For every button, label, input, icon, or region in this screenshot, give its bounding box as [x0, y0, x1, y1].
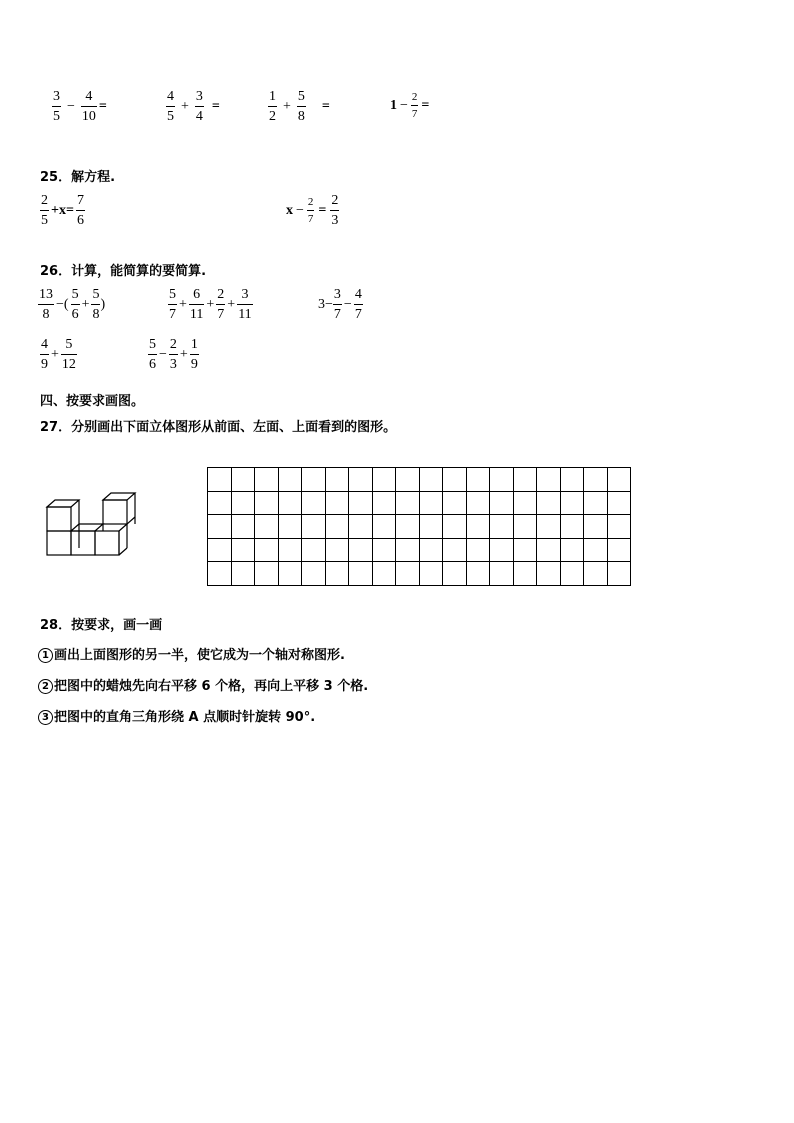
grid-cell[interactable] — [537, 562, 561, 586]
grid-cell[interactable] — [560, 538, 584, 562]
fraction: $\frac{2}{7}$ — [217, 287, 225, 322]
equation-25-1: $\frac{2}{5}$ +x= $\frac{7}{6}$ — [41, 193, 84, 228]
equation-25-2: x − $\frac{2}{7}$ = $\frac{2}{3}$ — [286, 193, 339, 228]
grid-cell[interactable] — [372, 515, 396, 539]
grid-cell[interactable] — [419, 562, 443, 586]
grid-cell[interactable] — [278, 562, 302, 586]
grid-cell[interactable] — [208, 562, 232, 586]
grid-cell[interactable] — [443, 468, 467, 492]
fraction: $\frac{2}{5}$ — [41, 193, 48, 228]
grid-cell[interactable] — [513, 491, 537, 515]
fraction: $\frac{2}{3}$ — [169, 337, 177, 372]
grid-cell[interactable] — [513, 468, 537, 492]
expr-24-4: 1 − $\frac{2}{7}$ = — [390, 91, 430, 120]
grid-cell[interactable] — [396, 468, 420, 492]
grid-cell[interactable] — [419, 538, 443, 562]
question-27-title: 27．分别画出下面立体图形从前面、左面、上面看到的图形。 — [40, 420, 397, 435]
fraction: $\frac{5}{8}$ — [297, 89, 305, 124]
grid-cell[interactable] — [302, 562, 326, 586]
fraction: $\frac{4}{10}$ — [81, 89, 96, 124]
grid-cell[interactable] — [490, 538, 514, 562]
grid-cell[interactable] — [255, 468, 279, 492]
grid-cell[interactable] — [208, 491, 232, 515]
grid-cell[interactable] — [396, 538, 420, 562]
grid-cell[interactable] — [419, 491, 443, 515]
grid-cell[interactable] — [231, 491, 255, 515]
q28-item-1: 1 画出上面图形的另一半，使它成为一个轴对称图形. — [38, 644, 345, 663]
grid-cell[interactable] — [255, 491, 279, 515]
grid-cell[interactable] — [443, 515, 467, 539]
fraction: $\frac{6}{11}$ — [189, 287, 204, 322]
question-28-title: 28．按要求，画一画 — [40, 618, 163, 633]
grid-cell[interactable] — [231, 538, 255, 562]
grid-cell[interactable] — [372, 562, 396, 586]
expr-26-3: 3− $\frac{3}{7}$ − $\frac{4}{7}$ — [318, 287, 362, 322]
grid-cell[interactable] — [607, 468, 631, 492]
drawing-grid[interactable] — [207, 467, 631, 586]
grid-cell[interactable] — [231, 515, 255, 539]
fraction: $\frac{7}{6}$ — [76, 193, 84, 228]
circled-number-icon: 2 — [38, 679, 53, 694]
grid-cell[interactable] — [584, 515, 608, 539]
fraction: $\frac{5}{12}$ — [61, 337, 76, 372]
grid-cell[interactable] — [513, 515, 537, 539]
fraction: $\frac{2}{7}$ — [307, 196, 314, 225]
circled-number-icon: 1 — [38, 648, 53, 663]
grid-cell[interactable] — [278, 538, 302, 562]
fraction: $\frac{5}{6}$ — [149, 337, 156, 372]
grid-cell[interactable] — [490, 468, 514, 492]
grid-cell[interactable] — [466, 562, 490, 586]
grid-cell[interactable] — [607, 562, 631, 586]
q28-item-3: 3 把图中的直角三角形绕 A 点顺时针旋转 90°. — [38, 706, 315, 725]
grid-cell[interactable] — [255, 515, 279, 539]
grid-cell[interactable] — [208, 538, 232, 562]
grid-cell[interactable] — [419, 515, 443, 539]
grid-cell[interactable] — [607, 515, 631, 539]
grid-cell[interactable] — [607, 538, 631, 562]
fraction: $\frac{13}{8}$ — [39, 287, 53, 322]
q28-item-2: 2 把图中的蜡烛先向右平移 6 个格，再向上平移 3 个格. — [38, 675, 368, 694]
fraction: $\frac{5}{6}$ — [71, 287, 79, 322]
grid-cell[interactable] — [419, 468, 443, 492]
fraction: $\frac{4}{7}$ — [354, 287, 362, 322]
fraction: $\frac{2}{7}$ — [411, 91, 418, 120]
grid-cell[interactable] — [466, 491, 490, 515]
grid-cell[interactable] — [443, 562, 467, 586]
grid-cell[interactable] — [372, 468, 396, 492]
grid-cell[interactable] — [349, 491, 373, 515]
grid-cell[interactable] — [513, 562, 537, 586]
grid-cell[interactable] — [325, 562, 349, 586]
grid-cell[interactable] — [325, 491, 349, 515]
expr-24-3: $\frac{1}{2}$ + $\frac{5}{8}$ = — [269, 89, 330, 124]
grid-cell[interactable] — [349, 468, 373, 492]
fraction: $\frac{3}{7}$ — [333, 287, 341, 322]
grid-cell[interactable] — [349, 515, 373, 539]
grid-cell[interactable] — [443, 491, 467, 515]
fraction: $\frac{4}{9}$ — [41, 337, 48, 372]
grid-cell[interactable] — [208, 515, 232, 539]
grid-cell[interactable] — [443, 538, 467, 562]
grid-cell[interactable] — [325, 468, 349, 492]
fraction: $\frac{1}{9}$ — [190, 337, 198, 372]
grid-cell[interactable] — [537, 515, 561, 539]
grid-cell[interactable] — [255, 562, 279, 586]
grid-cell[interactable] — [537, 491, 561, 515]
grid-cell[interactable] — [584, 562, 608, 586]
grid-cell[interactable] — [349, 562, 373, 586]
fraction: $\frac{5}{8}$ — [92, 287, 100, 322]
grid-cell[interactable] — [584, 538, 608, 562]
grid-cell[interactable] — [466, 468, 490, 492]
fraction: $\frac{2}{3}$ — [331, 193, 339, 228]
grid-cell[interactable] — [490, 491, 514, 515]
grid-cell[interactable] — [560, 515, 584, 539]
grid-cell[interactable] — [325, 538, 349, 562]
grid-cell[interactable] — [302, 491, 326, 515]
question-26-title: 26．计算，能简算的要简算. — [40, 264, 207, 279]
grid-cell[interactable] — [560, 491, 584, 515]
circled-number-icon: 3 — [38, 710, 53, 725]
grid-cell[interactable] — [302, 515, 326, 539]
grid-cell[interactable] — [208, 468, 232, 492]
grid-cell[interactable] — [325, 515, 349, 539]
grid-cell[interactable] — [396, 491, 420, 515]
grid-cell[interactable] — [537, 468, 561, 492]
grid-cell[interactable] — [278, 515, 302, 539]
fraction: $\frac{3}{5}$ — [53, 89, 60, 124]
grid-cell[interactable] — [231, 468, 255, 492]
expr-24-1: $\frac{3}{5}$ − $\frac{4}{10}$ = — [53, 89, 107, 124]
grid-cell[interactable] — [302, 468, 326, 492]
grid-cell[interactable] — [466, 515, 490, 539]
grid-cell[interactable] — [560, 468, 584, 492]
grid-cell[interactable] — [537, 538, 561, 562]
grid-cell[interactable] — [255, 538, 279, 562]
expr-26-1: $\frac{13}{8}$ −( $\frac{5}{6}$ + $\frac{5}{8}$ ) — [39, 287, 106, 322]
cube-figure — [44, 488, 140, 560]
grid-cell[interactable] — [278, 468, 302, 492]
grid-cell[interactable] — [490, 515, 514, 539]
fraction: $\frac{5}{7}$ — [169, 287, 176, 322]
grid-cell[interactable] — [349, 538, 373, 562]
fraction: $\frac{1}{2}$ — [269, 89, 276, 124]
grid-cell[interactable] — [513, 538, 537, 562]
grid-cell[interactable] — [560, 562, 584, 586]
section-4-title: 四、按要求画图。 — [40, 394, 145, 409]
grid-cell[interactable] — [231, 562, 255, 586]
grid-cell[interactable] — [466, 538, 490, 562]
grid-cell[interactable] — [372, 538, 396, 562]
expr-26-2: $\frac{5}{7}$ + $\frac{6}{11}$ + $\frac{2}{7}$ + $\frac{3}{11}$ — [169, 287, 252, 322]
grid-cell[interactable] — [302, 538, 326, 562]
grid-cell[interactable] — [372, 491, 396, 515]
grid-cell[interactable] — [490, 562, 514, 586]
grid-cell[interactable] — [584, 468, 608, 492]
grid-cell[interactable] — [584, 491, 608, 515]
grid-cell[interactable] — [278, 491, 302, 515]
grid-cell[interactable] — [607, 491, 631, 515]
expr-24-2: $\frac{4}{5}$ + $\frac{3}{4}$ = — [167, 89, 220, 124]
fraction: $\frac{3}{4}$ — [195, 89, 203, 124]
question-25-title: 25．解方程. — [40, 170, 116, 185]
fraction: $\frac{3}{11}$ — [238, 287, 252, 322]
expr-26-5: $\frac{5}{6}$ − $\frac{2}{3}$ + $\frac{1}{9}$ — [149, 337, 198, 372]
fraction: $\frac{4}{5}$ — [167, 89, 174, 124]
grid-cell[interactable] — [396, 562, 420, 586]
expr-26-4: $\frac{4}{9}$ + $\frac{5}{12}$ — [41, 337, 76, 372]
grid-cell[interactable] — [396, 515, 420, 539]
